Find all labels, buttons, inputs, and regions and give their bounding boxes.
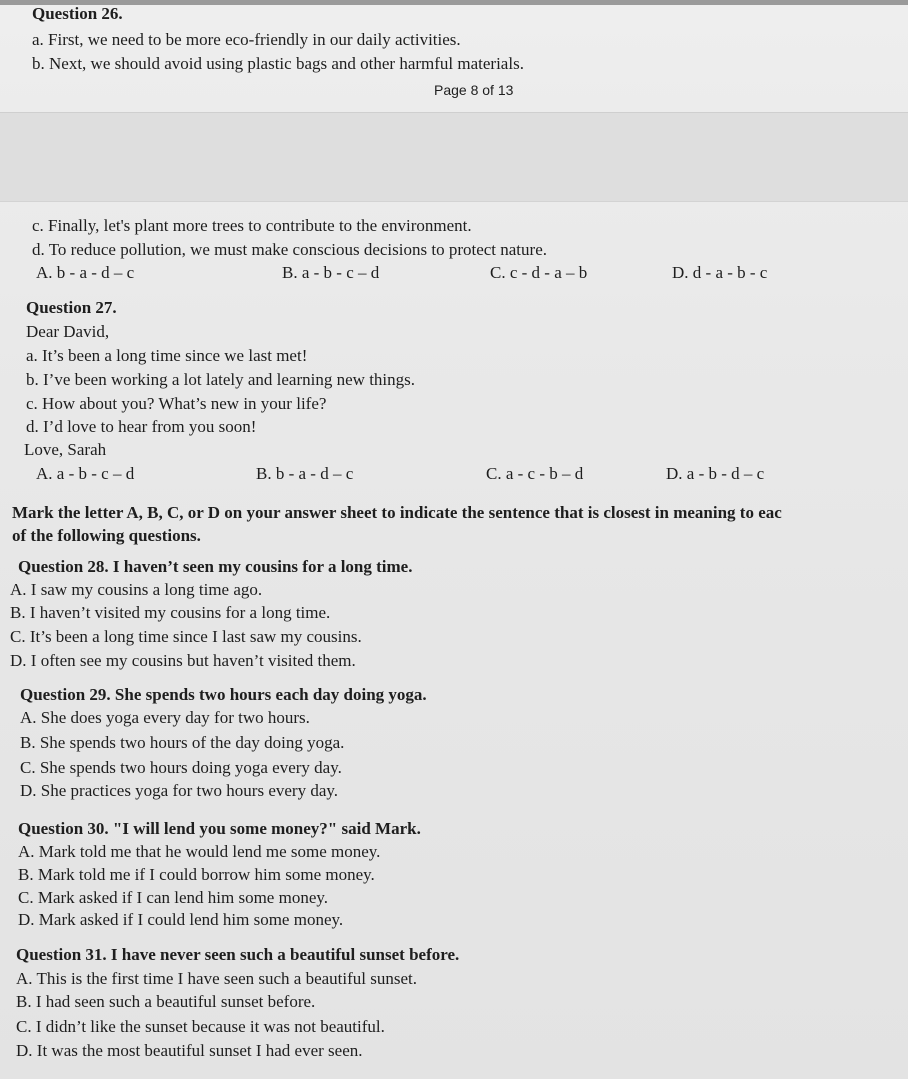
q31-option-c: C. I didn’t like the sunset because it was not beautiful.	[16, 1017, 385, 1036]
q30-option-a: A. Mark told me that he would lend me some money.	[18, 842, 381, 861]
question-29-stem: Question 29. She spends two hours each day doing yoga.	[20, 685, 427, 704]
q29-option-d: D. She practices yoga for two hours every day.	[20, 781, 339, 800]
q31-option-b: B. I had seen such a beautiful sunset before.	[16, 992, 316, 1011]
q27-sentence-d: d. I’d love to hear from you soon!	[26, 417, 257, 436]
q30-option-b: B. Mark told me if I could borrow him some money.	[18, 865, 375, 884]
q28-option-c: C. It’s been a long time since I last saw my cousins.	[10, 627, 362, 646]
q26-sentence-d: d. To reduce pollution, we must make conscious decisions to protect nature.	[32, 240, 547, 259]
q28-option-a: A. I saw my cousins a long time ago.	[10, 580, 263, 599]
page-break	[0, 112, 908, 202]
question-31-stem: Question 31. I have never seen such a beautiful sunset before.	[16, 945, 460, 964]
q26-sentence-b: b. Next, we should avoid using plastic bags and other harmful materials.	[32, 54, 524, 73]
q28-option-d: D. I often see my cousins but haven’t visited them.	[10, 651, 356, 670]
q26-sentence-a: a. First, we need to be more eco-friendly in our daily activities.	[32, 30, 461, 49]
q30-option-c: C. Mark asked if I can lend him some money.	[18, 888, 329, 907]
question-28-stem: Question 28. I haven’t seen my cousins for a long time.	[18, 557, 413, 576]
q27-sentence-b: b. I’ve been working a lot lately and learning new things.	[26, 370, 415, 389]
q27-option-d: D. a - b - d – c	[666, 464, 765, 483]
q27-options	[0, 464, 908, 486]
q29-option-c: C. She spends two hours doing yoga every day.	[20, 758, 342, 777]
top-border	[0, 0, 908, 5]
q26-option-c: C. c - d - a – b	[490, 263, 588, 282]
instruction-line-2: of the following questions.	[12, 526, 201, 545]
question-26-title: Question 26.	[32, 4, 123, 23]
q29-option-a: A. She does yoga every day for two hours.	[20, 708, 310, 727]
question-30-stem: Question 30. "I will lend you some money?" said Mark.	[18, 819, 421, 838]
q31-option-d: D. It was the most beautiful sunset I had ever seen.	[16, 1041, 363, 1060]
page-number: Page 8 of 13	[434, 82, 514, 98]
q26-option-d: D. d - a - b - c	[672, 263, 768, 282]
q27-sentence-a: a. It’s been a long time since we last met!	[26, 346, 308, 365]
q30-option-d: D. Mark asked if I could lend him some money.	[18, 910, 344, 929]
q27-greeting: Dear David,	[26, 322, 110, 341]
q26-option-b: B. a - b - c – d	[282, 263, 380, 282]
q26-options	[0, 263, 908, 285]
question-27-title: Question 27.	[26, 298, 117, 317]
q27-option-b: B. b - a - d – c	[256, 464, 354, 483]
q26-sentence-c: c. Finally, let's plant more trees to contribute to the environment.	[32, 216, 472, 235]
q27-option-c: C. a - c - b – d	[486, 464, 584, 483]
instruction-line-1: Mark the letter A, B, C, or D on your answer sheet to indicate the sentence that is closest in meaning to eac	[12, 503, 782, 522]
q27-sentence-c: c. How about you? What’s new in your life?	[26, 394, 327, 413]
q28-option-b: B. I haven’t visited my cousins for a long time.	[10, 603, 331, 622]
q27-option-a: A. a - b - c – d	[36, 464, 135, 483]
q26-option-a: A. b - a - d – c	[36, 263, 135, 282]
q31-option-a: A. This is the first time I have seen such a beautiful sunset.	[16, 969, 417, 988]
q27-closing: Love, Sarah	[24, 440, 107, 459]
q29-option-b: B. She spends two hours of the day doing yoga.	[20, 733, 345, 752]
